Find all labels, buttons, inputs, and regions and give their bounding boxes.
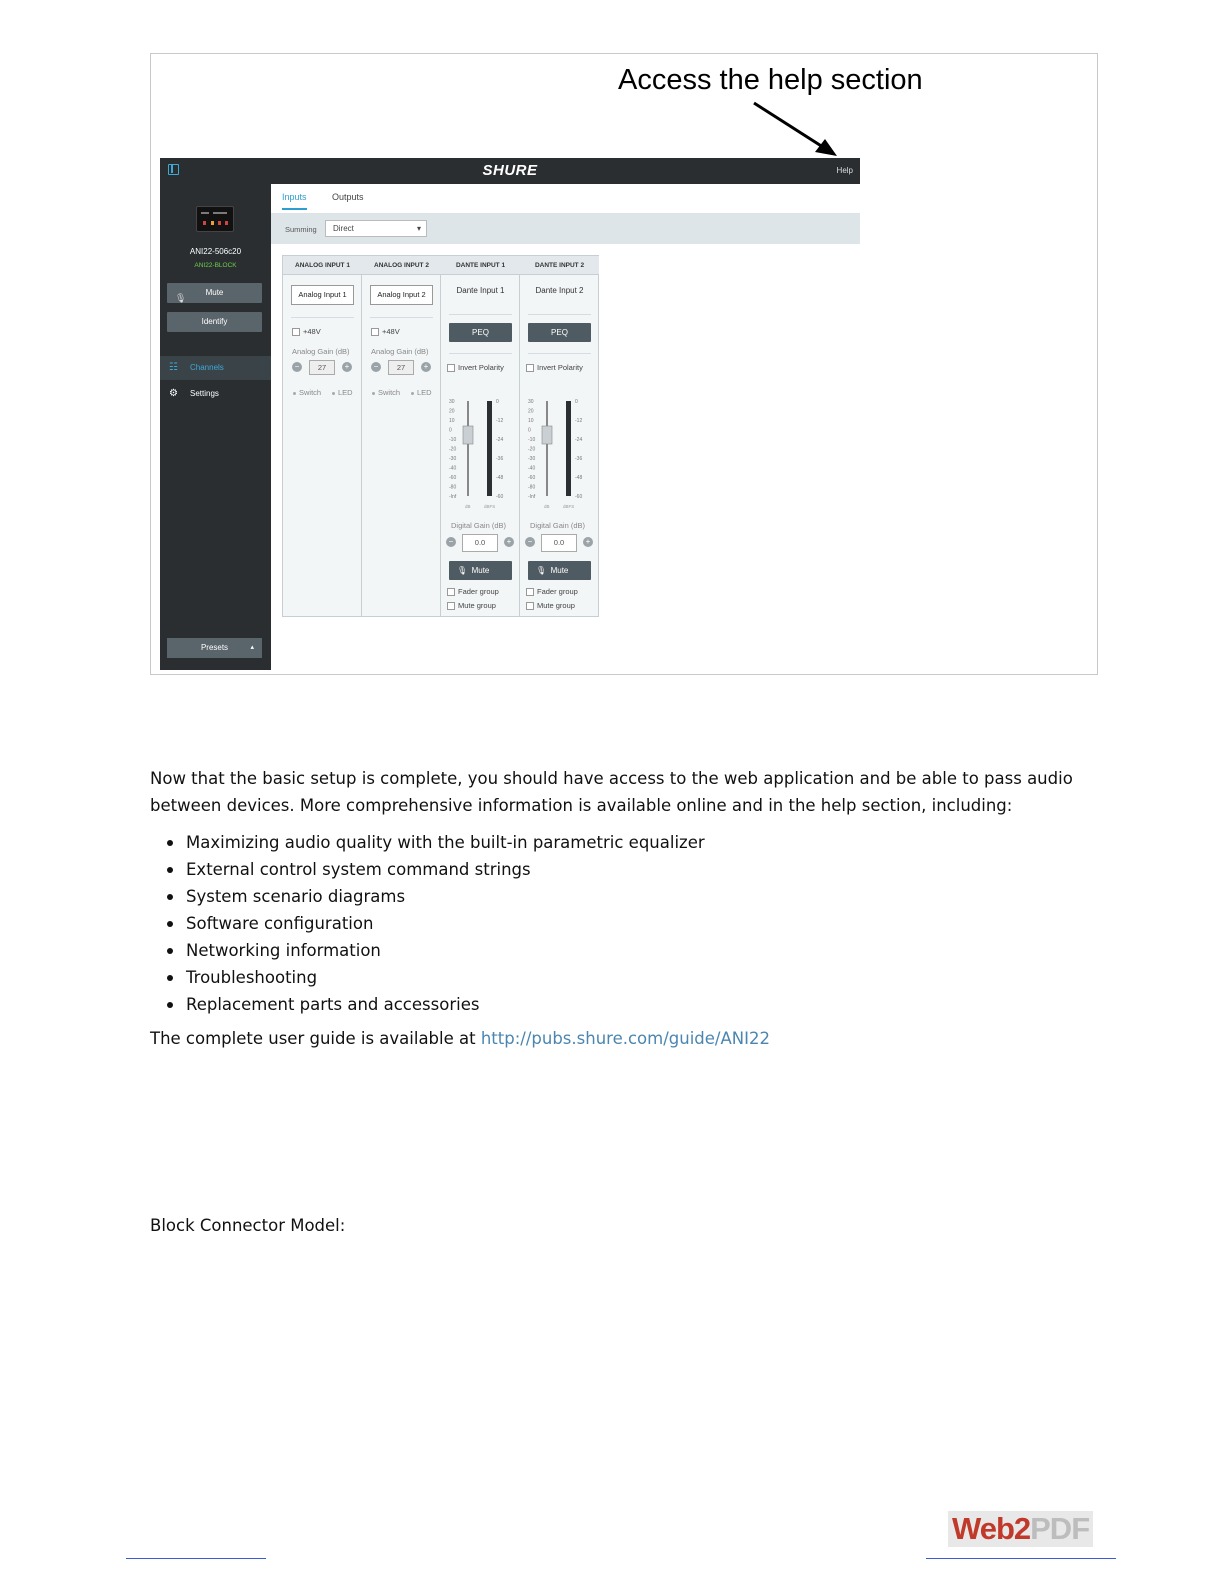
device-image: [196, 206, 234, 232]
fader-tick-label: -60: [528, 475, 536, 481]
divider: [291, 317, 354, 318]
top-bar: [160, 158, 860, 184]
sidebar-item-channels[interactable]: [160, 356, 271, 380]
digital-gain-label: Digital Gain (dB): [451, 521, 507, 530]
list-item: Networking information: [150, 940, 705, 967]
user-guide-sentence: [150, 1029, 770, 1048]
fader-unit-label: dB: [465, 504, 471, 509]
footer-rule-left: [126, 1558, 266, 1559]
peq-button[interactable]: PEQ: [449, 323, 512, 342]
channel-dante-input-2: [520, 256, 599, 616]
divider: [449, 314, 512, 315]
fader-tick-label: -20: [528, 446, 536, 453]
device-name: ANI22-506c20: [189, 247, 242, 256]
gain-increase-button[interactable]: +: [504, 537, 514, 547]
divider: [528, 314, 591, 315]
user-guide-link[interactable]: http://pubs.shure.com/guide/ANI22: [480, 1029, 770, 1048]
channel-header: ANALOG INPUT 1: [283, 256, 362, 275]
fader-tick-label: -80: [528, 484, 536, 491]
mute-group-label: Mute group: [537, 601, 575, 610]
feature-list: [150, 832, 705, 1021]
gain-increase-button[interactable]: +: [421, 362, 431, 372]
summing-bar: [271, 214, 860, 244]
channel-mute-button[interactable]: [528, 561, 591, 580]
paragraph-line-1: Now that the basic setup is complete, you should have access to the web application and be able to pass audio: [150, 769, 1073, 788]
fader-tick-label: 20: [449, 408, 455, 415]
invert-polarity-checkbox[interactable]: [526, 364, 534, 372]
fader-group-checkbox[interactable]: [526, 588, 534, 596]
meter-tick-label: -12: [496, 418, 504, 424]
switch-indicator-icon: [293, 392, 296, 395]
led-indicator-icon: [332, 392, 335, 395]
meter-tick-label: -36: [496, 456, 504, 462]
channel-name-input[interactable]: Analog Input 2: [370, 285, 433, 305]
channel-strip-grid: [282, 255, 599, 617]
summing-label: Summing: [285, 225, 317, 234]
list-item: System scenario diagrams: [150, 886, 705, 913]
fader-tick-label: 0: [449, 427, 452, 434]
led-indicator-icon: [411, 392, 414, 395]
channel-mute-label: Mute: [550, 566, 569, 575]
fader-tick-label: -30: [528, 456, 536, 462]
gain-value[interactable]: 27: [309, 360, 335, 375]
meter-tick-label: -48: [496, 475, 504, 481]
fader-tick-label: -60: [449, 475, 457, 481]
gain-increase-button[interactable]: +: [583, 537, 593, 547]
list-item: Maximizing audio quality with the built-in parametric equalizer: [150, 832, 705, 859]
fader-tick-label: -20: [449, 446, 457, 453]
device-mute-button[interactable]: [167, 283, 262, 303]
fader-tick-label: -40: [528, 465, 536, 472]
channel-name[interactable]: Dante Input 1: [456, 286, 505, 295]
fader-and-meter[interactable]: [528, 396, 594, 514]
shure-logo: SHURE: [482, 162, 538, 179]
fader-tick-label: -Inf: [449, 494, 457, 500]
presets-label: Presets: [200, 643, 229, 652]
phantom-power-checkbox[interactable]: [371, 328, 379, 336]
gain-increase-button[interactable]: +: [342, 362, 352, 372]
sidebar-item-settings[interactable]: [160, 382, 271, 406]
fader-track: [546, 401, 548, 496]
gear-icon: ⚙: [169, 388, 178, 399]
led-label: LED: [417, 388, 432, 397]
meter-bar: [566, 401, 571, 496]
meter-tick-label: -12: [575, 418, 583, 424]
device-model: ANI22-BLOCK: [194, 262, 237, 269]
channel-header: DANTE INPUT 1: [441, 256, 520, 275]
switch-label: Switch: [299, 388, 322, 397]
summing-select[interactable]: Direct ▾: [325, 220, 427, 237]
meter-tick-label: 0: [496, 399, 499, 405]
screenshot-figure: [150, 53, 1098, 675]
meter-bar: [487, 401, 492, 496]
help-link[interactable]: Help: [836, 166, 853, 175]
divider: [449, 353, 512, 354]
channel-name[interactable]: Dante Input 2: [535, 286, 584, 295]
paragraph-line-2: between devices. More comprehensive information is available online and in the help section, including:: [150, 796, 1013, 815]
meter-unit-label: dBFS: [563, 504, 575, 509]
fader-tick-label: -10: [528, 437, 536, 443]
mic-muted-icon: 🎙︎: [175, 293, 187, 303]
mic-muted-icon: 🎙︎: [536, 566, 547, 575]
caret-up-icon: ▴: [250, 644, 254, 651]
presets-button[interactable]: [167, 638, 262, 658]
switch-indicator-icon: [372, 392, 375, 395]
web2pdf-watermark: Web2PDF: [948, 1511, 1093, 1547]
meter-tick-label: -60: [575, 494, 583, 500]
fader-tick-label: 10: [528, 418, 534, 424]
channel-mute-label: Mute: [471, 566, 490, 575]
mic-muted-icon: 🎙︎: [457, 566, 468, 575]
divider: [370, 317, 433, 318]
meter-tick-label: -24: [496, 437, 504, 443]
meter-tick-label: 0: [575, 399, 578, 405]
gain-label: Analog Gain (dB): [371, 347, 429, 356]
fader-handle[interactable]: [542, 426, 552, 444]
meter-tick-label: -48: [575, 475, 583, 481]
gain-decrease-button[interactable]: −: [371, 362, 381, 372]
switch-label: Switch: [378, 388, 401, 397]
meter-tick-label: -36: [575, 456, 583, 462]
channel-header: DANTE INPUT 2: [520, 256, 599, 275]
fader-tick-label: -10: [449, 437, 457, 443]
invert-polarity-label: Invert Polarity: [458, 363, 504, 372]
meter-tick-label: -24: [575, 437, 583, 443]
gain-decrease-button[interactable]: −: [292, 362, 302, 372]
sidebar-item-label: Settings: [190, 389, 219, 398]
fader-tick-label: 0: [528, 427, 531, 434]
callout-text: Access the help section: [618, 64, 923, 96]
fader-unit-label: dB: [544, 504, 550, 509]
sliders-icon: ☷: [169, 362, 178, 373]
channel-name-input[interactable]: Analog Input 1: [291, 285, 354, 305]
fader-tick-label: -Inf: [528, 494, 536, 500]
identify-button[interactable]: Identify: [167, 312, 262, 332]
tab-inputs[interactable]: Inputs: [282, 192, 307, 210]
fader-tick-label: -30: [449, 456, 457, 462]
peq-button[interactable]: PEQ: [528, 323, 591, 342]
list-item: Software configuration: [150, 913, 705, 940]
user-guide-prefix: The complete user guide is available at: [150, 1029, 481, 1048]
phantom-power-label: +48V: [303, 327, 321, 336]
fader-group-checkbox[interactable]: [447, 588, 455, 596]
sidebar-item-label: Channels: [190, 363, 224, 372]
list-item: Replacement parts and accessories: [150, 994, 705, 1021]
fader-and-meter[interactable]: [449, 396, 515, 514]
fader-tick-label: 30: [449, 399, 455, 405]
gain-label: Analog Gain (dB): [292, 347, 350, 356]
phantom-power-checkbox[interactable]: [292, 328, 300, 336]
phantom-power-label: +48V: [382, 327, 400, 336]
fader-tick-label: 10: [449, 418, 455, 424]
channel-analog-input-1: [283, 256, 362, 616]
web-app-window: [160, 158, 860, 670]
gain-value[interactable]: 27: [388, 360, 414, 375]
invert-polarity-checkbox[interactable]: [447, 364, 455, 372]
fader-group-label: Fader group: [537, 587, 578, 596]
footer-rule-right: [926, 1558, 1116, 1559]
fader-group-label: Fader group: [458, 587, 499, 596]
digital-gain-label: Digital Gain (dB): [530, 521, 586, 530]
callout-arrow-icon: [151, 54, 1099, 174]
divider: [528, 353, 591, 354]
digital-gain-value[interactable]: 0.0: [541, 534, 577, 552]
mute-group-checkbox[interactable]: [447, 602, 455, 610]
mute-group-checkbox[interactable]: [526, 602, 534, 610]
fader-tick-label: 20: [528, 408, 534, 415]
fader-tick-label: -80: [449, 484, 457, 491]
channel-dante-input-1: [441, 256, 520, 616]
sidebar: [160, 184, 271, 670]
invert-polarity-label: Invert Polarity: [537, 363, 583, 372]
fader-track: [467, 401, 469, 496]
fader-tick-label: 30: [528, 399, 534, 405]
meter-tick-label: -60: [496, 494, 504, 500]
channel-mute-button[interactable]: [449, 561, 512, 580]
gain-decrease-button[interactable]: −: [446, 537, 456, 547]
channel-header: ANALOG INPUT 2: [362, 256, 441, 275]
list-item: Troubleshooting: [150, 967, 705, 994]
led-label: LED: [338, 388, 353, 397]
channel-analog-input-2: [362, 256, 441, 616]
tab-outputs[interactable]: Outputs: [332, 192, 364, 202]
block-connector-heading: Block Connector Model:: [150, 1216, 346, 1235]
device-mute-label: Mute: [205, 288, 224, 297]
digital-gain-value[interactable]: 0.0: [462, 534, 498, 552]
tab-bar: [271, 184, 860, 214]
meter-unit-label: dBFS: [484, 504, 496, 509]
mute-group-label: Mute group: [458, 601, 496, 610]
gain-decrease-button[interactable]: −: [525, 537, 535, 547]
list-item: External control system command strings: [150, 859, 705, 886]
fader-handle[interactable]: [463, 426, 473, 444]
fader-tick-label: -40: [449, 465, 457, 472]
